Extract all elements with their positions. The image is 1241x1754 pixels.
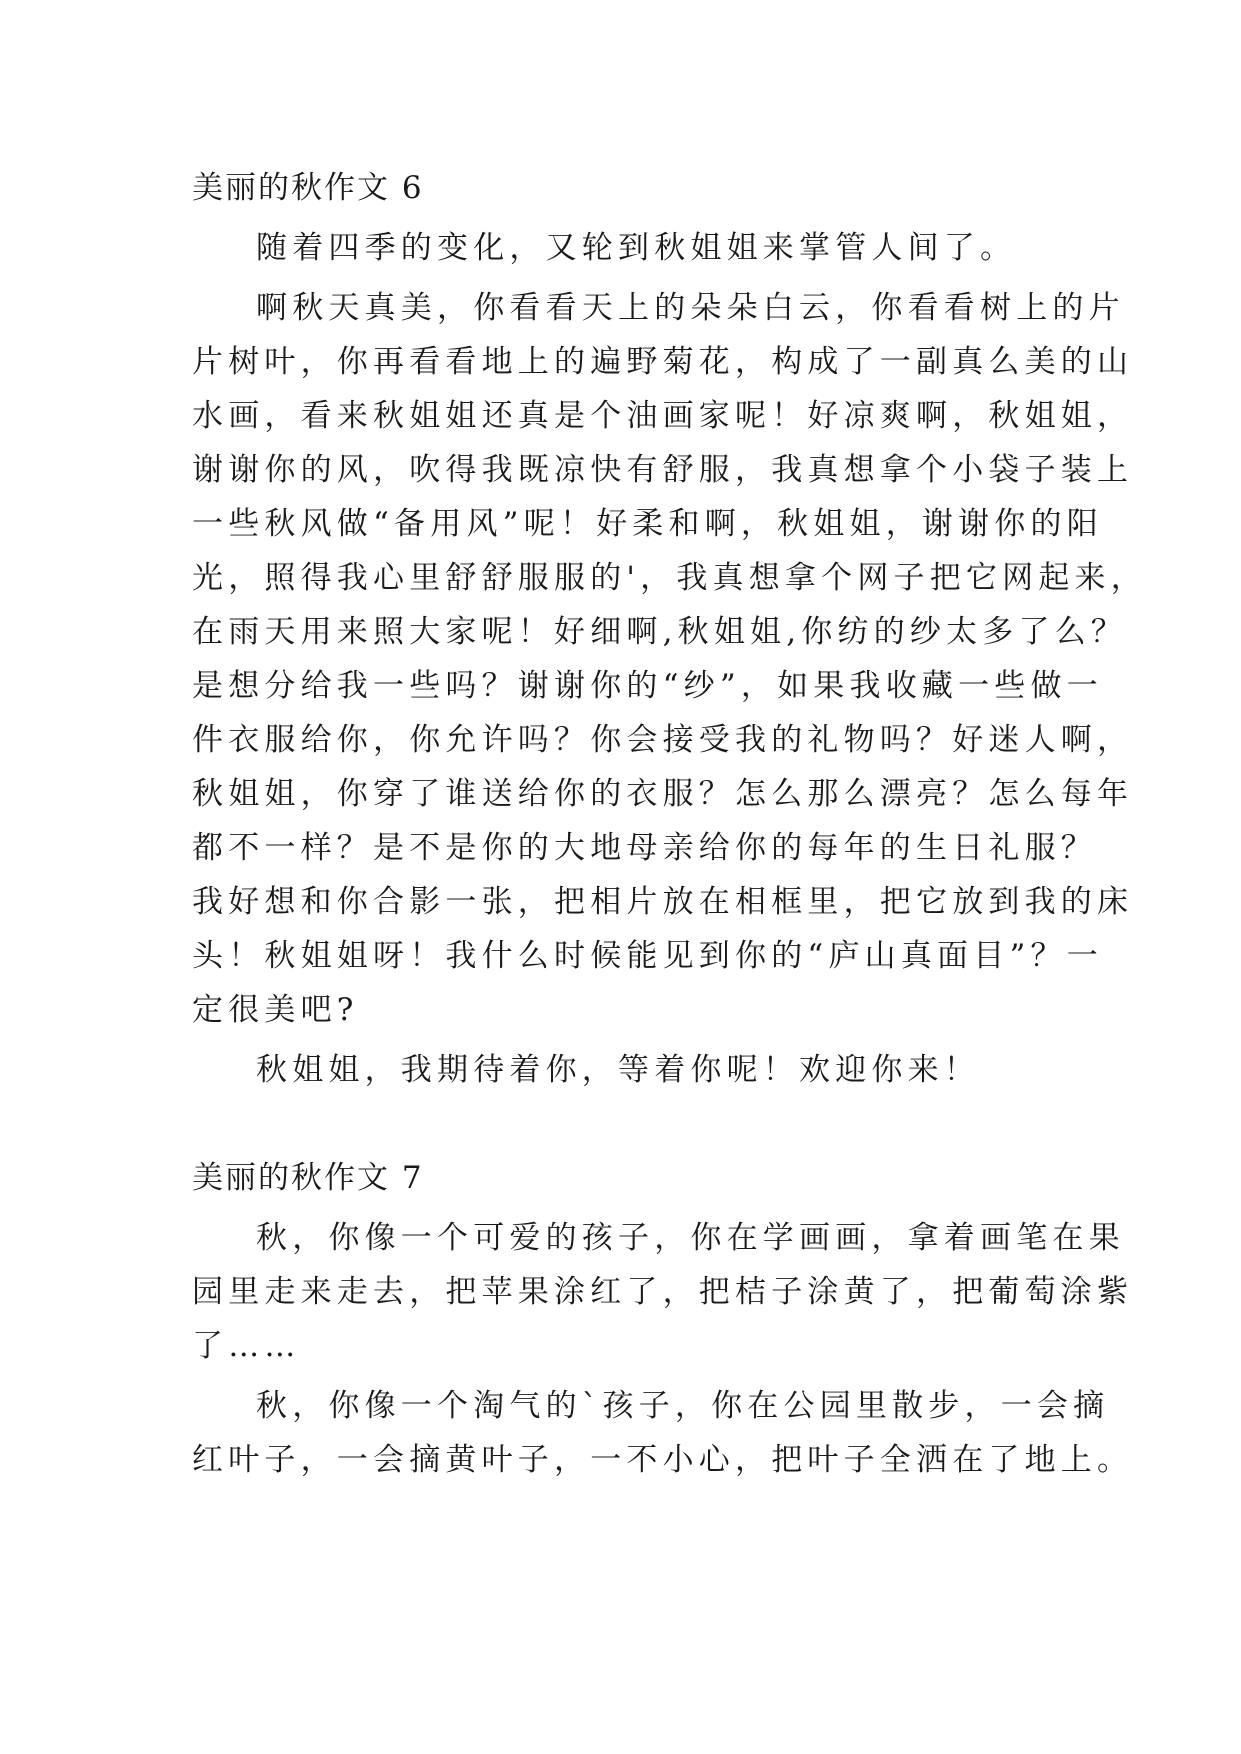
paragraph-line: 一些秋风做“备用风”呢！好柔和啊，秋姐姐，谢谢你的阳 xyxy=(192,506,1103,542)
paragraph-line: 秋，你像一个淘气的`孩子，你在公园里散步，一会摘 xyxy=(256,1388,1110,1424)
paragraph-line: 定很美吧? xyxy=(192,992,359,1028)
paragraph-line: 秋姐姐，我期待着你，等着你呢！欢迎你来！ xyxy=(256,1052,980,1088)
paragraph-line: 秋姐姐，你穿了谁送给你的衣服？怎么那么漂亮？怎么每年 xyxy=(192,776,1134,812)
paragraph-line: 光，照得我心里舒舒服服的'，我真想拿个网子把它网起来， xyxy=(192,560,1147,596)
paragraph-line: 片树叶，你再看看地上的遍野菊花，构成了一副真么美的山 xyxy=(192,344,1134,380)
section-title: 美丽的秋作文 7 xyxy=(192,1160,424,1196)
section-title: 美丽的秋作文 6 xyxy=(192,170,424,206)
paragraph-line: 我好想和你合影一张，把相片放在相框里，把它放到我的床 xyxy=(192,884,1134,920)
paragraph-line: 秋，你像一个可爱的孩子，你在学画画，拿着画笔在果 xyxy=(256,1220,1125,1256)
paragraph-line: 在雨天用来照大家呢！好细啊,秋姐姐,你纺的纱太多了么？ xyxy=(192,614,1128,650)
paragraph-line: 随着四季的变化，又轮到秋姐姐来掌管人间了。 xyxy=(256,230,1017,266)
paragraph-line: 头！秋姐姐呀！我什么时候能见到你的“庐山真面目”？一 xyxy=(192,938,1103,974)
paragraph-line: 啊秋天真美，你看看天上的朵朵白云，你看看树上的片 xyxy=(256,290,1125,326)
paragraph-line: 水画，看来秋姐姐还真是个油画家呢！好凉爽啊，秋姐姐， xyxy=(192,398,1134,434)
paragraph-line: 件衣服给你，你允许吗？你会接受我的礼物吗？好迷人啊， xyxy=(192,722,1134,758)
paragraph-line: 是想分给我一些吗？谢谢你的“纱”，如果我收藏一些做一 xyxy=(192,668,1103,704)
paragraph-line: 园里走来走去，把苹果涂红了，把桔子涂黄了，把葡萄涂紫 xyxy=(192,1274,1134,1310)
paragraph-line: 都不一样？是不是你的大地母亲给你的每年的生日礼服？ xyxy=(192,830,1097,866)
paragraph-line: 红叶子，一会摘黄叶子，一不小心，把叶子全洒在了地上。 xyxy=(192,1442,1134,1478)
paragraph-line: 了…… xyxy=(192,1328,301,1364)
paragraph-line: 谢谢你的风，吹得我既凉快有舒服，我真想拿个小袋子装上 xyxy=(192,452,1134,488)
